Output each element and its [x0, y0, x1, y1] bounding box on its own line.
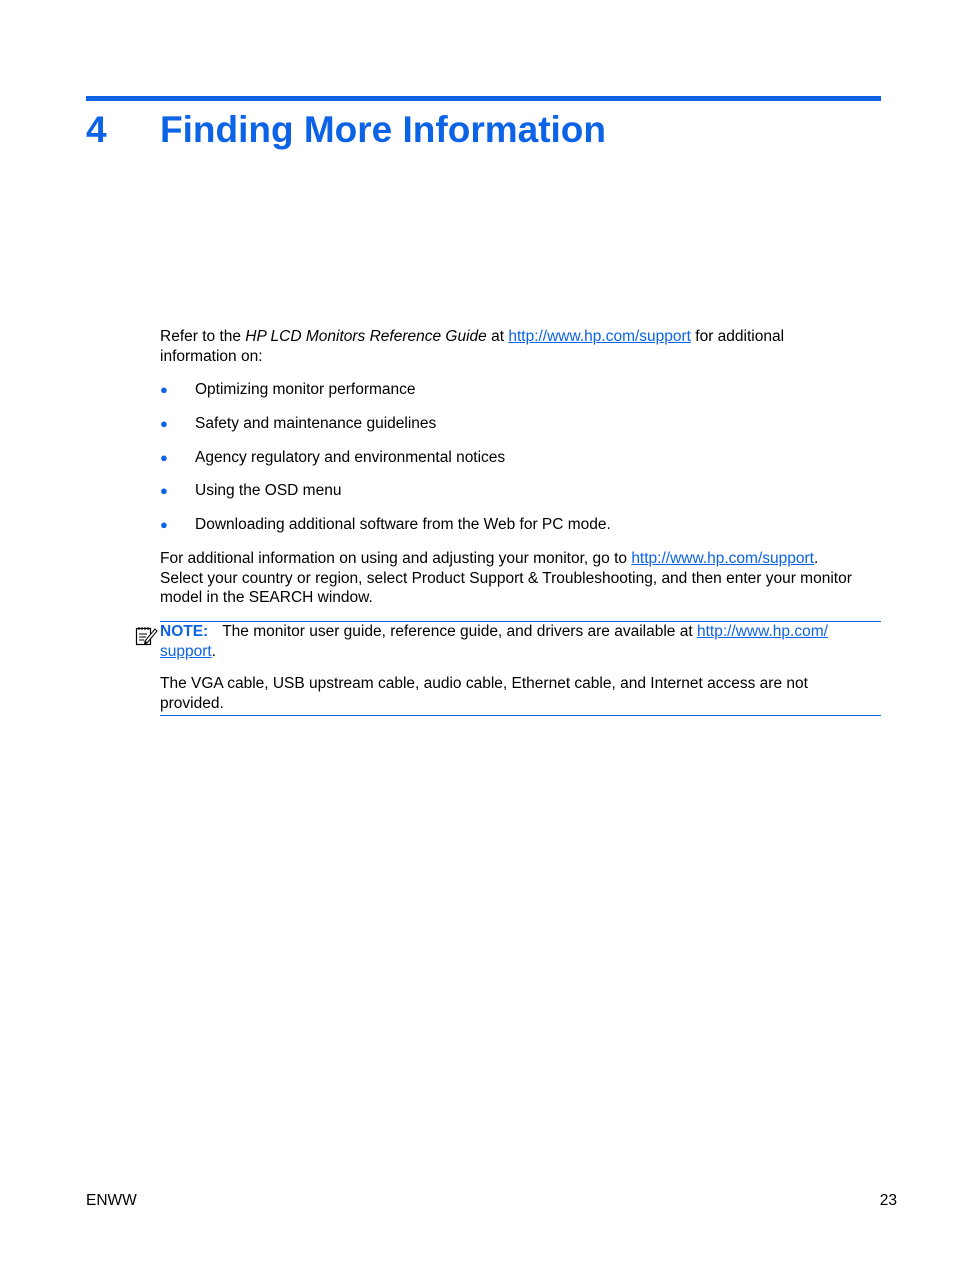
additional-info-paragraph — [160, 549, 882, 608]
list-item-text: Safety and maintenance guidelines — [195, 415, 437, 432]
intro-after: for additional — [690, 328, 785, 345]
list-item — [160, 481, 611, 515]
note-pencil-icon — [134, 623, 158, 647]
note-link-part1[interactable]: http://www.hp.com/ — [696, 623, 828, 640]
bullet-icon: ● — [160, 382, 168, 397]
support-link[interactable]: http://www.hp.com/support — [508, 328, 691, 345]
bullet-icon: ● — [160, 483, 168, 498]
page-number: 23 — [879, 1192, 897, 1209]
note-period: . — [211, 642, 217, 660]
chapter-heading — [86, 104, 606, 156]
bullet-icon: ● — [160, 450, 168, 465]
intro-line2: information on: — [160, 347, 263, 365]
intro-before: Refer to the — [160, 328, 246, 345]
note-text: The monitor user guide, reference guide, and drivers are available at — [222, 623, 697, 640]
list-item — [160, 414, 611, 448]
intro-at: at — [486, 328, 509, 345]
list-item — [160, 515, 611, 549]
note-second-paragraph — [160, 674, 881, 713]
list-item-text: Using the OSD menu — [195, 482, 342, 499]
para2-line3: model in the SEARCH window. — [160, 589, 373, 606]
guide-title: HP LCD Monitors Reference Guide — [245, 328, 487, 345]
footer-label: ENWW — [86, 1192, 137, 1209]
list-item-text: Agency regulatory and environmental notices — [195, 449, 506, 466]
info-bullet-list — [160, 380, 611, 549]
chapter-number: 4 — [86, 109, 107, 150]
note-first-paragraph — [160, 622, 881, 661]
list-item — [160, 448, 611, 481]
para2-before: For additional information on using and adjusting your monitor, go to — [160, 550, 632, 567]
para2-line2: Select your country or region, select Product Support & Troubleshooting, and then enter your monitor — [160, 569, 852, 587]
note-box — [160, 621, 881, 716]
para2-period: . — [813, 550, 819, 567]
list-item — [160, 380, 611, 414]
chapter-top-rule — [86, 96, 881, 101]
note-link-part2[interactable]: support — [160, 642, 212, 660]
note-label: NOTE: — [160, 623, 209, 640]
intro-paragraph — [160, 327, 882, 366]
chapter-title: Finding More Information — [160, 109, 607, 150]
note-second-line2: provided. — [160, 694, 224, 712]
list-item-text: Optimizing monitor performance — [195, 381, 416, 398]
support-link-2[interactable]: http://www.hp.com/support — [631, 550, 814, 567]
list-item-text: Downloading additional software from the Web for PC mode. — [195, 516, 611, 533]
bullet-icon: ● — [160, 416, 168, 431]
bullet-icon: ● — [160, 517, 168, 532]
note-second-line1: The VGA cable, USB upstream cable, audio cable, Ethernet cable, and Internet access are not — [160, 675, 808, 692]
